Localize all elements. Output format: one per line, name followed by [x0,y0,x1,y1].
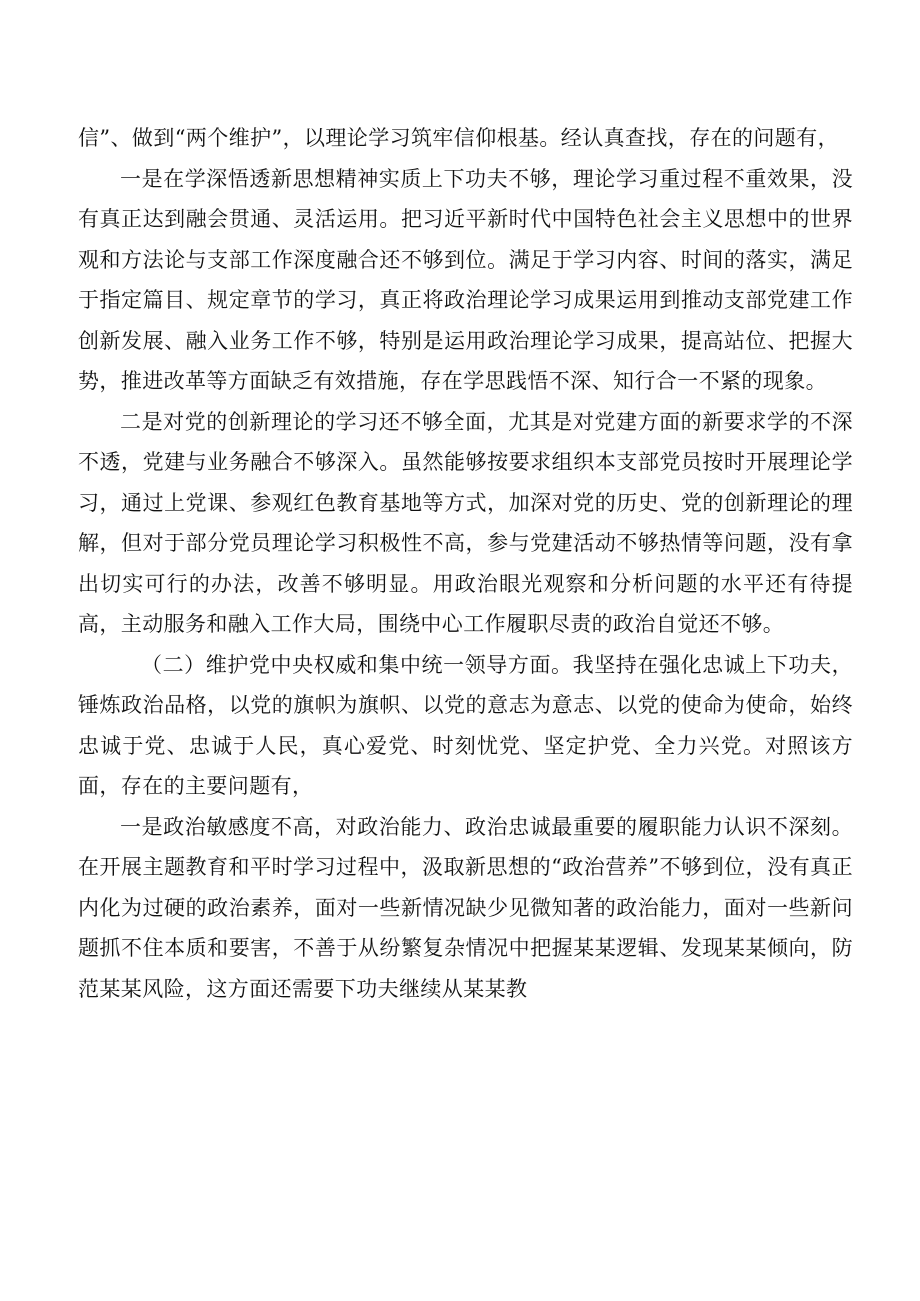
paragraph-section-2-issue-1: 一是政治敏感度不高，对政治能力、政治忠诚最重要的履职能力认识不深刻。在开展主题教育和平时学习过程中，汲取新思想的“政治营养”不够到位，没有真正内化为过硬的政治素养，面对一些新情况缺少见微知著的政治能力，面对一些新问题抓不住本质和要害，不善于从纷繁复杂情况中把握某某逻辑、发现某某倾向，防范某某风险，这方面还需要下功夫继续从某某教 [78,814,853,1001]
document-page [78,118,853,1009]
paragraph-issue-2: 二是对党的创新理论的学习还不够全面，尤其是对党建方面的新要求学的不深不透，党建与业务融合不够深入。虽然能够按要求组织本支部党员按时开展理论学习，通过上党课、参观红色教育基地等方式，加深对党的历史、党的创新理论的理解，但对于部分党员理论学习积极性不高，参与党建活动不够热情等问题，没有拿出切实可行的办法，改善不够明显。用政治眼光观察和分析问题的水平还有待提高，主动服务和融入工作大局，围绕中心工作履职尽责的政治自觉还不够。 [78,409,853,636]
paragraph-continuation: 信”、做到“两个维护”，以理论学习筑牢信仰根基。经认真查找，存在的问题有， [78,126,840,150]
paragraph-section-2: （二）维护党中央权威和集中统一领导方面。我坚持在强化忠诚上下功夫，锤炼政治品格，以党的旗帜为旗帜、以党的意志为意志、以党的使命为使命，始终忠诚于党、忠诚于人民，真心爱党、时刻忧党、坚定护党、全力兴党。对照该方面，存在的主要问题有， [78,652,853,798]
paragraph-issue-1: 一是在学深悟透新思想精神实质上下功夫不够，理论学习重过程不重效果，没有真正达到融会贯通、灵活运用。把习近平新时代中国特色社会主义思想中的世界观和方法论与支部工作深度融合还不够到位。满足于学习内容、时间的落实，满足于指定篇目、规定章节的学习，真正将政治理论学习成果运用到推动支部党建工作创新发展、融入业务工作不够，特别是运用政治理论学习成果，提高站位、把握大势，推进改革等方面缺乏有效措施，存在学思践悟不深、知行合一不紧的现象。 [78,166,853,393]
